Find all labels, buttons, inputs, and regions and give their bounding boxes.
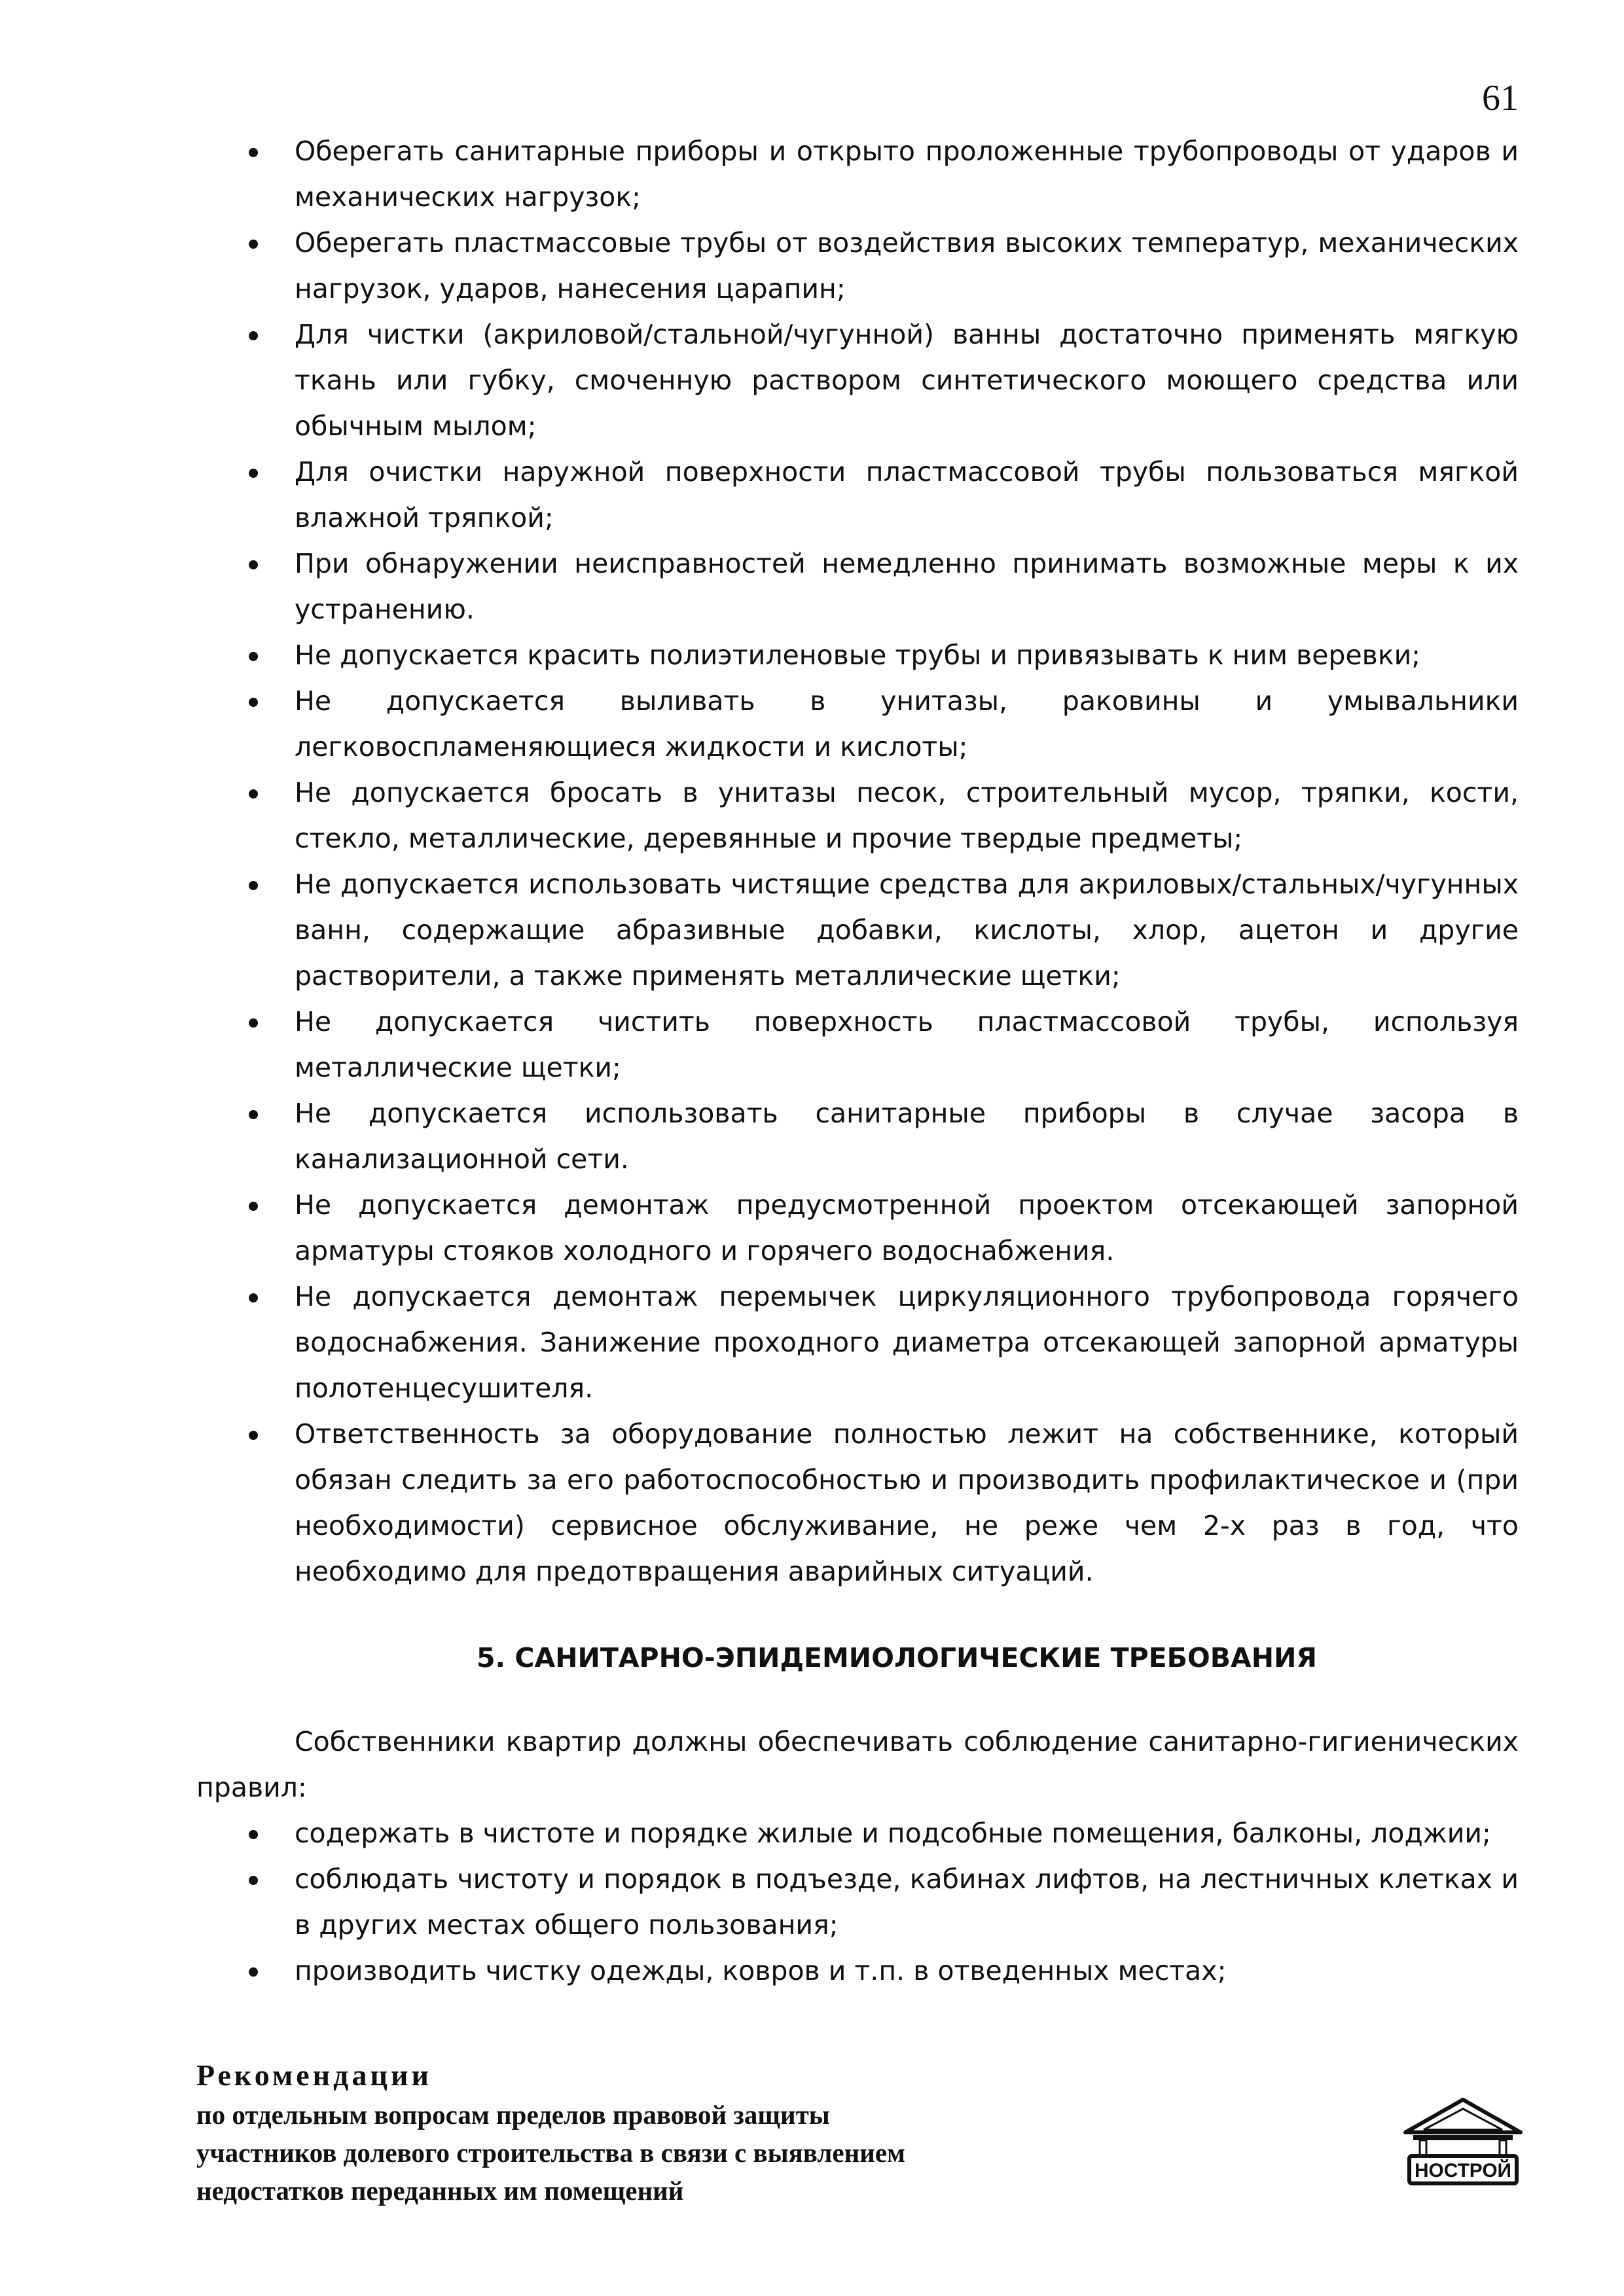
list-item [196, 770, 1519, 861]
page-content [196, 128, 1519, 1994]
list-item [196, 1182, 1519, 1274]
footer-title: Рекомендации [196, 2058, 432, 2092]
list-item-text: При обнаружении неисправностей немедленно принимать возможные меры к их устранению. [295, 548, 1519, 625]
list-item [196, 1856, 1519, 1948]
list-item [196, 1810, 1519, 1856]
footer-line: участников долевого строительства в связи с выявлением [196, 2138, 905, 2168]
section-intro: Собственники квартир должны обеспечивать соблюдение санитарно-гигиенических правил: [196, 1726, 1519, 1803]
bullet-icon [249, 1967, 258, 1977]
list-item [196, 999, 1519, 1090]
bullet-icon [249, 881, 258, 890]
sanitary-rules-list [196, 1810, 1519, 1994]
bullet-icon [249, 560, 258, 569]
list-item [196, 312, 1519, 449]
list-item [196, 449, 1519, 541]
bullet-icon [249, 1202, 258, 1211]
bullet-icon [249, 1876, 258, 1885]
list-item [196, 632, 1519, 678]
footer-line: недостатков переданных им помещений [196, 2176, 684, 2206]
list-item-text: Не допускается чистить поверхность пластмассовой трубы, используя металлические щетки; [295, 1006, 1519, 1083]
list-item-text: Не допускается демонтаж перемычек циркуляционного трубопровода горячего водоснабжения. Занижение проходного диаметра отсекающей запорной арматуры полотенцесушителя. [295, 1281, 1519, 1404]
list-item-text: соблюдать чистоту и порядок в подъезде, кабинах лифтов, на лестничных клетках и в других местах общего пользования; [295, 1863, 1519, 1941]
bullet-icon [249, 698, 258, 707]
list-item-text: Не допускается выливать в унитазы, раковины и умывальники легковоспламеняющиеся жидкости и кислоты; [295, 685, 1519, 762]
list-item-text: Не допускается использовать санитарные приборы в случае засора в канализационной сети. [295, 1098, 1519, 1175]
list-item [196, 1274, 1519, 1411]
bullet-icon [249, 652, 258, 661]
list-item [196, 1411, 1519, 1594]
bullet-icon [249, 331, 258, 340]
list-item [196, 220, 1519, 312]
list-item-text: Ответственность за оборудование полностью лежит на собственнике, который обязан следить за его работоспособностью и производить профилактическое и (при необходимости) сервисное обслуживание, не реже чем 2-х раз в год, что необходимо для предотвращения аварийных ситуаций. [295, 1418, 1519, 1587]
page-number: 61 [1482, 78, 1519, 118]
footer-document-title [196, 2055, 1178, 2210]
list-item-text: Оберегать санитарные приборы и открыто проложенные трубопроводы от ударов и механических нагрузок; [295, 135, 1519, 213]
list-item-text: Не допускается бросать в унитазы песок, строительный мусор, тряпки, кости, стекло, металлические, деревянные и прочие твердые предметы; [295, 777, 1519, 854]
list-item-text: Для очистки наружной поверхности пластмассовой трубы пользоваться мягкой влажной тряпкой; [295, 456, 1519, 533]
nostroy-logo-icon [1398, 2094, 1528, 2193]
bullet-icon [249, 148, 258, 157]
list-item [196, 1090, 1519, 1182]
list-item [196, 678, 1519, 770]
list-item [196, 128, 1519, 220]
list-item [196, 541, 1519, 632]
maintenance-rules-list [196, 128, 1519, 1594]
bullet-icon [249, 789, 258, 798]
bullet-icon [249, 1110, 258, 1119]
section-heading: 5. САНИТАРНО-ЭПИДЕМИОЛОГИЧЕСКИЕ ТРЕБОВАНИЯ [477, 1642, 1317, 1674]
list-item-text: Для чистки (акриловой/стальной/чугунной) ванны достаточно применять мягкую ткань или губку, смоченную раствором синтетического моющего средства или обычным мылом; [295, 319, 1519, 442]
list-item-text: Оберегать пластмассовые трубы от воздействия высоких температур, механических нагрузок, ударов, нанесения царапин; [295, 227, 1519, 304]
list-item [196, 1948, 1519, 1994]
bullet-icon [249, 1830, 258, 1839]
list-item-text: Не допускается использовать чистящие средства для акриловых/стальных/чугунных ванн, содержащие абразивные добавки, кислоты, хлор, ацетон и другие растворители, а также применять металлические щетки; [295, 869, 1519, 992]
logo-text: НОСТРОЙ [1415, 2160, 1512, 2181]
list-item-text: Не допускается демонтаж предусмотренной проектом отсекающей запорной арматуры стояков холодного и горячего водоснабжения. [295, 1189, 1519, 1266]
list-item-text: Не допускается красить полиэтиленовые трубы и привязывать к ним веревки; [295, 639, 1421, 671]
bullet-icon [249, 469, 258, 478]
bullet-icon [249, 1431, 258, 1440]
bullet-icon [249, 1018, 258, 1028]
footer-line: по отдельным вопросам пределов правовой защиты [196, 2100, 830, 2130]
list-item [196, 861, 1519, 999]
bullet-icon [249, 1293, 258, 1302]
bullet-icon [249, 240, 258, 249]
list-item-text: производить чистку одежды, ковров и т.п. в отведенных местах; [295, 1955, 1227, 1986]
list-item-text: содержать в чистоте и порядке жилые и подсобные помещения, балконы, лоджии; [295, 1818, 1491, 1849]
